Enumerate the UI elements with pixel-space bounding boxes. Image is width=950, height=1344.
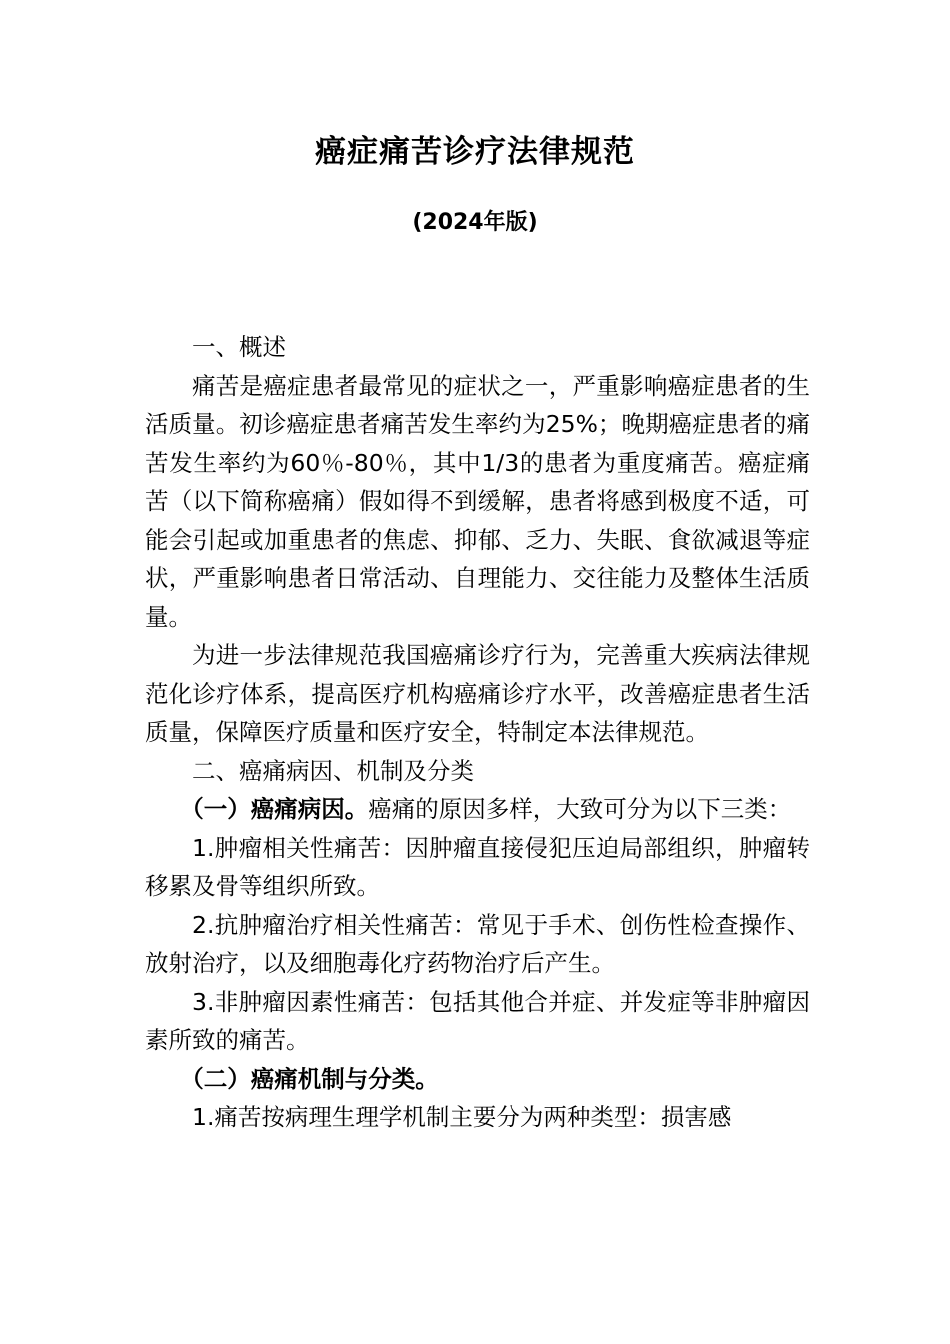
section-heading-causes: 二、癌痛病因、机制及分类 xyxy=(192,756,474,785)
document-title: 癌症痛苦诊疗法律规范 xyxy=(315,134,635,170)
paragraph-mechanism: 1.痛苦按病理生理学机制主要分为两种类型：损害感 xyxy=(192,1103,732,1131)
section-heading-overview: 一、概述 xyxy=(192,333,286,361)
list-item: 3.非肿瘤因素性痛苦：包括其他合并症、并发症等非肿瘤因素所致的痛苦。 xyxy=(145,987,810,1054)
document-subtitle: (2024年版) xyxy=(412,210,538,235)
subsection-mechanism xyxy=(145,1060,810,1099)
subsection-heading-causes: （一）癌痛病因。 xyxy=(180,795,369,823)
paragraph-overview: 痛苦是癌症患者最常见的症状之一，严重影响癌症患者的生活质量。初诊癌症患者痛苦发生率约为25%；晚期癌症患者的痛苦发生率约为60％-80％，其中1/3的患者为重度痛苦。癌症痛苦（以下简称癌痛）假如得不到缓解，患者将感到极度不适，可能会引起或加重患者的焦虑、抑郁、乏力、失眠、食欲减退等症状，严重影响患者日常活动、自理能力、交往能力及整体生活质量。 xyxy=(145,371,810,631)
list-item: 2.抗肿瘤治疗相关性痛苦：常见于手术、创伤性检查操作、放射治疗，以及细胞毒化疗药物治疗后产生。 xyxy=(145,910,810,977)
subsection-heading-mechanism: （二）癌痛机制与分类。 xyxy=(180,1064,439,1093)
subsection-causes xyxy=(145,790,810,829)
document-body xyxy=(145,328,810,1137)
list-item: 1.肿瘤相关性痛苦：因肿瘤直接侵犯压迫局部组织，肿瘤转移累及骨等组织所致。 xyxy=(145,833,810,900)
subsection-text-causes: 癌痛的原因多样，大致可分为以下三类： xyxy=(368,795,792,823)
paragraph-purpose: 为进一步法律规范我国癌痛诊疗行为，完善重大疾病法律规范化诊疗体系，提高医疗机构癌痛诊疗水平，改善癌症患者生活质量，保障医疗质量和医疗安全，特制定本法律规范。 xyxy=(145,641,810,746)
